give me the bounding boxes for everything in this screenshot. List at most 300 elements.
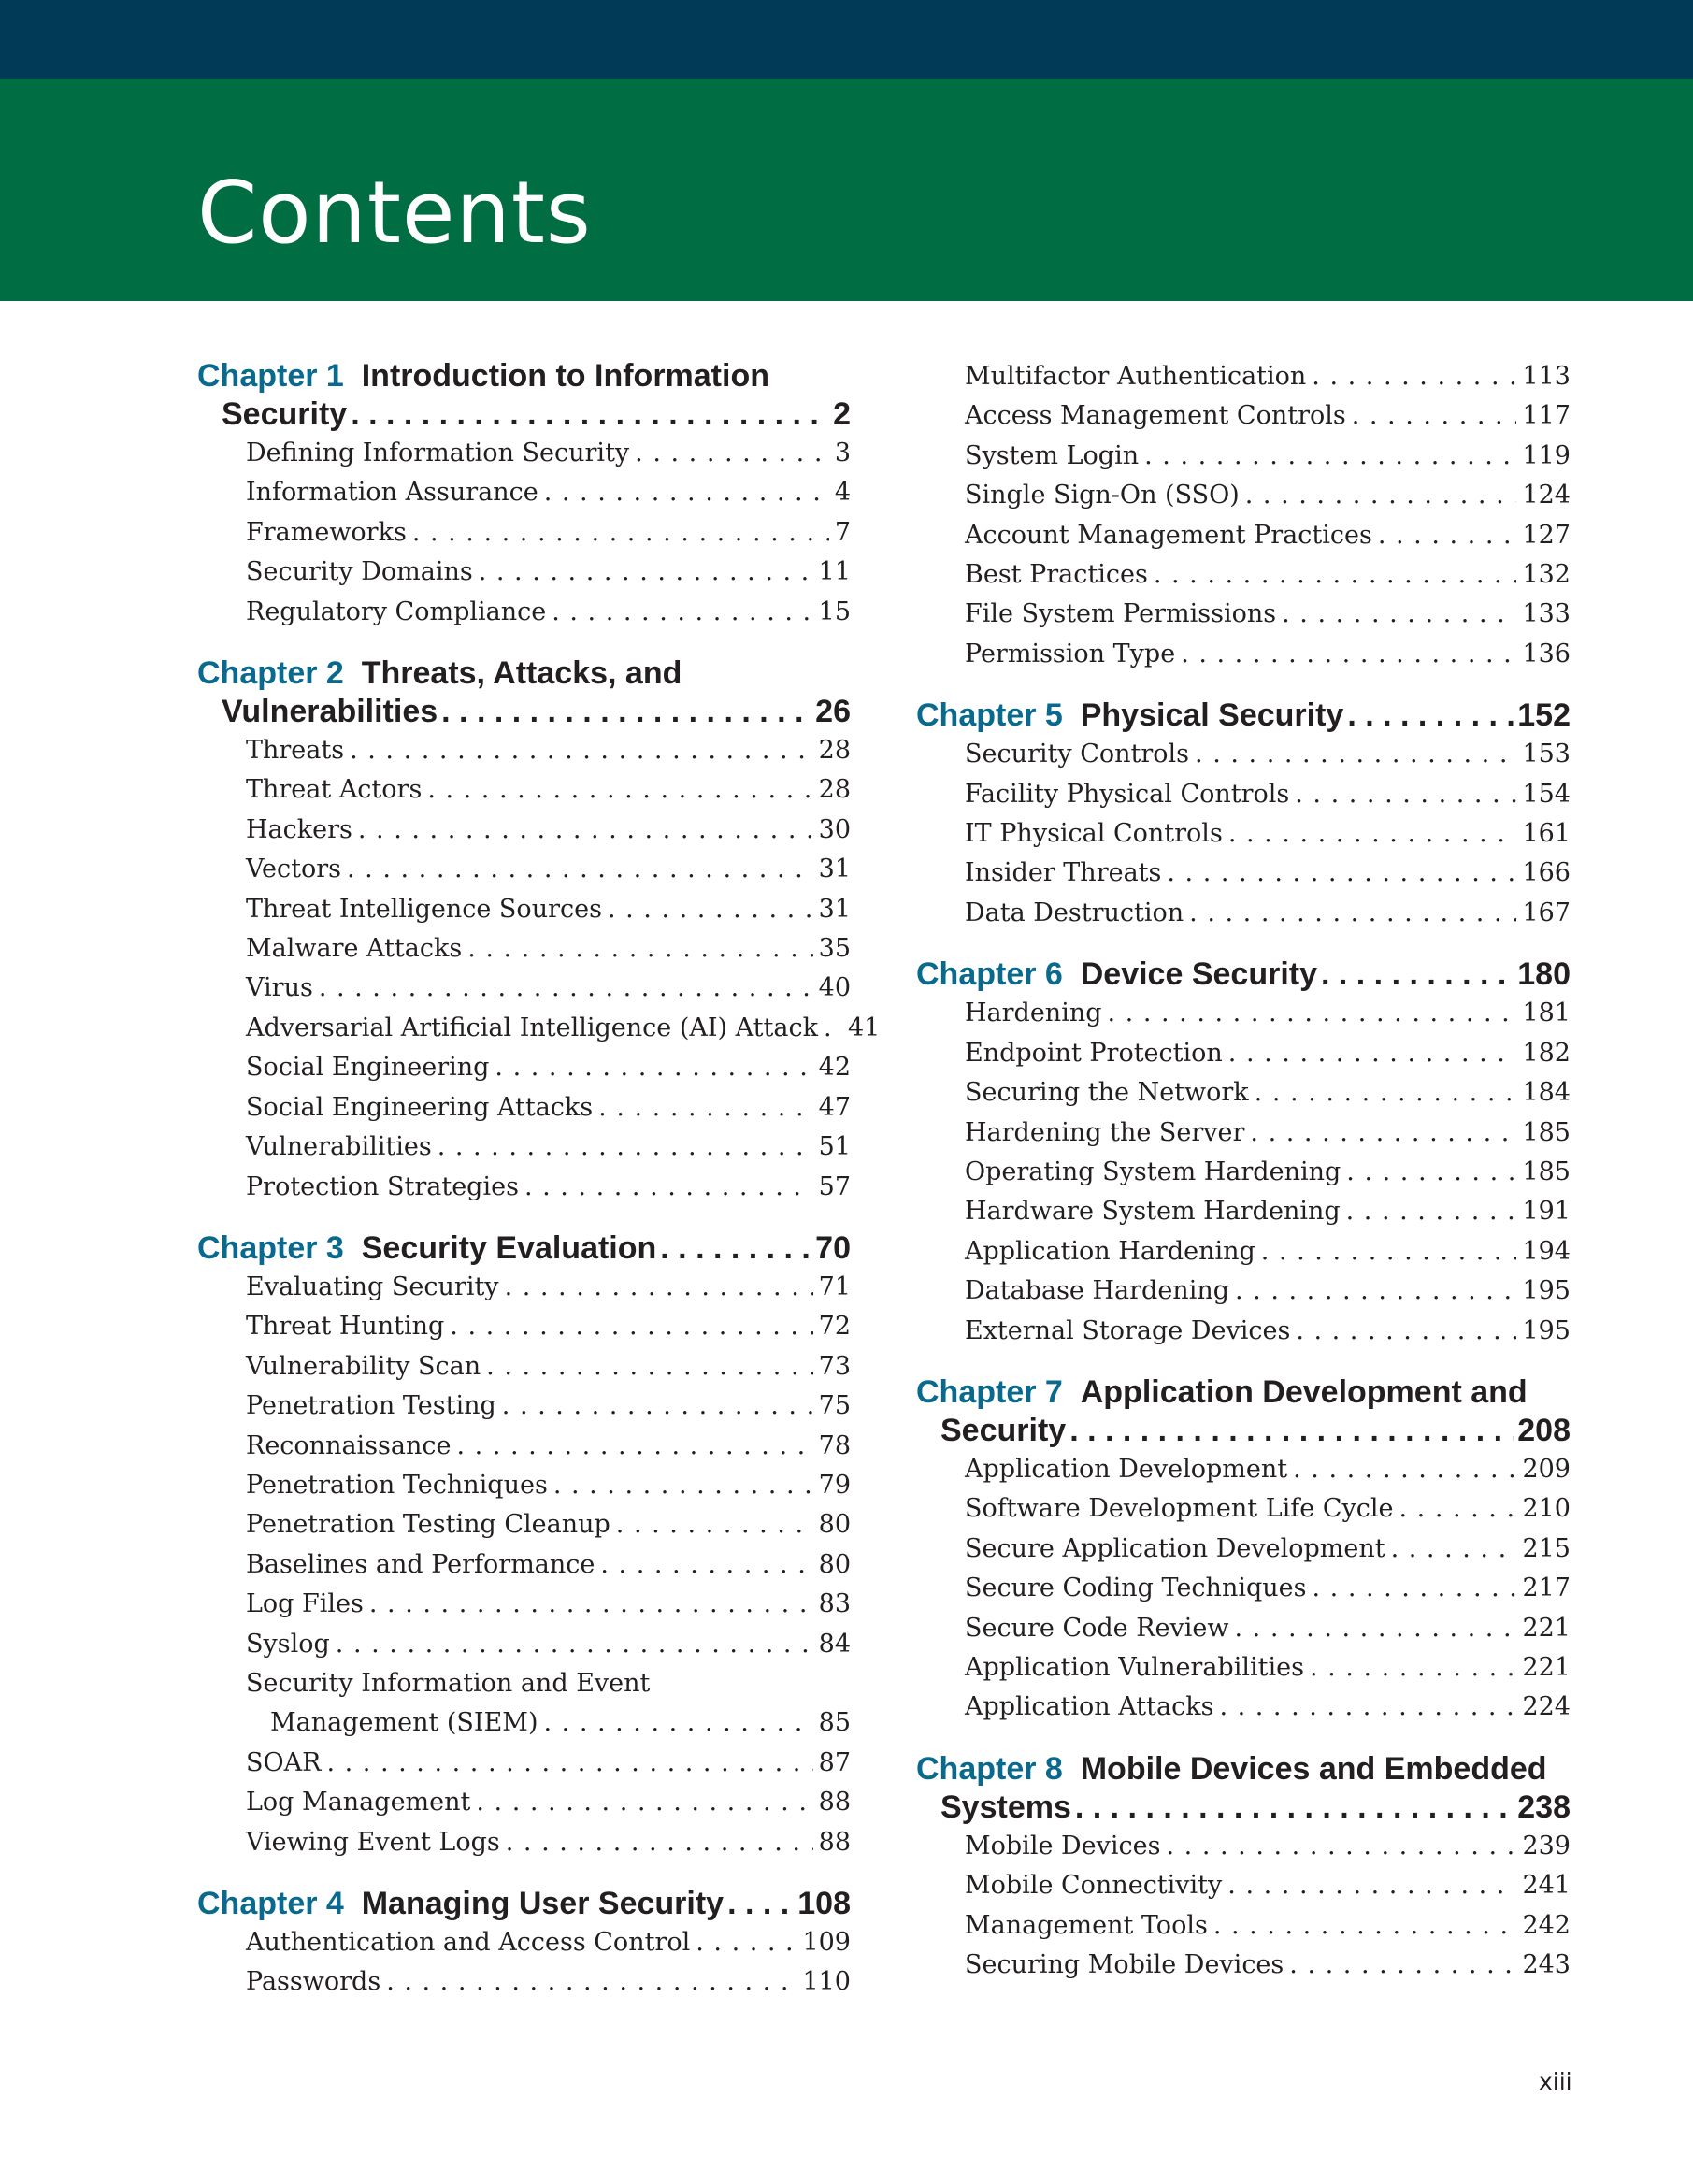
entry-title: Secure Coding Techniques xyxy=(965,1573,1307,1603)
chapter-page: 2 xyxy=(833,396,851,432)
entry-title: Securing the Network xyxy=(965,1078,1249,1108)
dot-leader xyxy=(1228,1034,1517,1073)
entry-title: Threat Intelligence Sources xyxy=(246,894,602,924)
entry-title: Evaluating Security xyxy=(246,1272,499,1301)
toc-entry[interactable] xyxy=(916,1073,1571,1113)
entry-page: 57 xyxy=(818,1171,851,1201)
toc-entry[interactable] xyxy=(916,396,1571,436)
chapter-number: Chapter 5 xyxy=(916,697,1063,734)
entry-page: 221 xyxy=(1522,1613,1571,1643)
toc-entry[interactable] xyxy=(197,473,851,512)
entry-title: Defining Information Security xyxy=(246,438,630,467)
entry-title: Access Management Controls xyxy=(965,401,1346,431)
toc-entry[interactable] xyxy=(916,516,1571,555)
dot-leader xyxy=(336,1625,813,1664)
dot-leader xyxy=(350,731,813,770)
entry-title: Best Practices xyxy=(965,560,1148,590)
dot-leader xyxy=(476,1783,812,1822)
toc-entry[interactable] xyxy=(197,1387,851,1426)
chapter-heading-line xyxy=(197,357,851,395)
chapter-heading-leader-line xyxy=(916,697,1571,735)
toc-entry[interactable] xyxy=(916,1272,1571,1311)
toc-entry[interactable] xyxy=(916,1827,1571,1866)
entry-title: Virus xyxy=(246,973,313,1003)
entry-title: Log Files xyxy=(246,1589,364,1619)
chapter-heading[interactable] xyxy=(197,1885,851,1923)
dot-leader xyxy=(635,434,829,473)
toc-entry[interactable] xyxy=(916,1648,1571,1688)
entry-page: 191 xyxy=(1522,1197,1571,1227)
toc-entry-list xyxy=(916,994,1571,1351)
toc-column-left xyxy=(197,357,881,2003)
entry-title: Account Management Practices xyxy=(965,520,1372,550)
toc-entry[interactable] xyxy=(916,595,1571,634)
toc-entry[interactable] xyxy=(197,513,851,553)
chapter-title: Application Development and xyxy=(1080,1373,1528,1410)
toc-entry[interactable] xyxy=(916,357,1571,396)
dot-leader xyxy=(1378,516,1517,555)
chapter-heading[interactable] xyxy=(916,697,1571,735)
chapter-spacer xyxy=(916,1728,1571,1750)
dot-leader xyxy=(1391,1530,1517,1569)
chapter-heading-leader-line xyxy=(197,1885,851,1923)
dot-leader xyxy=(1346,1153,1516,1192)
toc-entry[interactable] xyxy=(916,1192,1571,1231)
dot-leader xyxy=(1346,1192,1517,1231)
dot-leader xyxy=(386,1962,796,2002)
entry-page: 166 xyxy=(1522,858,1571,888)
dot-leader xyxy=(608,890,813,929)
chapter-number: Chapter 6 xyxy=(916,956,1063,993)
entry-page: 79 xyxy=(818,1470,851,1500)
entry-page: 110 xyxy=(802,1967,851,1997)
toc-entry[interactable] xyxy=(197,1783,851,1822)
entry-title: Frameworks xyxy=(246,517,407,547)
toc-entry[interactable] xyxy=(197,890,851,929)
dot-leader xyxy=(1235,1609,1517,1648)
toc-entry[interactable] xyxy=(916,1153,1571,1192)
toc-chapter xyxy=(916,697,1571,933)
chapter-page: 26 xyxy=(815,694,851,730)
entry-title: Social Engineering Attacks xyxy=(246,1092,594,1122)
dot-leader xyxy=(1235,1272,1516,1311)
entry-title: Mobile Connectivity xyxy=(965,1871,1223,1901)
dot-leader xyxy=(1293,1450,1516,1489)
toc-entry[interactable] xyxy=(916,476,1571,515)
dot-leader xyxy=(427,770,812,810)
toc-entry-list xyxy=(916,1827,1571,1986)
entry-title: Social Engineering xyxy=(246,1053,490,1083)
entry-page: 215 xyxy=(1522,1533,1571,1563)
entry-title: Multifactor Authentication xyxy=(965,362,1307,391)
toc-entry[interactable] xyxy=(916,635,1571,674)
chapter-heading-leader-line xyxy=(916,1412,1571,1450)
entry-page: 239 xyxy=(1522,1831,1571,1861)
entry-page: 47 xyxy=(818,1092,851,1122)
toc-entry[interactable] xyxy=(916,894,1571,933)
toc-entry[interactable] xyxy=(197,1505,851,1545)
chapter-heading[interactable] xyxy=(197,1229,851,1268)
chapter-spacer xyxy=(916,1351,1571,1373)
chapter-title: Physical Security xyxy=(1080,697,1344,734)
entry-title: Penetration Testing xyxy=(246,1391,496,1421)
toc-entry[interactable] xyxy=(197,1128,851,1167)
dot-leader xyxy=(1213,1906,1517,1946)
toc-entry-list xyxy=(916,1450,1571,1728)
entry-page: 88 xyxy=(818,1827,851,1857)
chapter-heading-leader-line xyxy=(197,395,851,434)
chapter-page: 108 xyxy=(797,1886,851,1921)
dot-leader xyxy=(1154,555,1517,595)
entry-title: Mobile Devices xyxy=(965,1831,1161,1861)
entry-title: Application Hardening xyxy=(965,1236,1255,1266)
entry-title: Secure Application Development xyxy=(965,1533,1385,1563)
toc-entry[interactable] xyxy=(197,1048,851,1087)
toc-entry[interactable] xyxy=(197,731,851,770)
entry-title: SOAR xyxy=(246,1747,322,1777)
toc-entry[interactable] xyxy=(197,811,851,850)
dot-leader xyxy=(319,969,813,1008)
chapter-heading-leader-line xyxy=(197,1229,851,1268)
dot-leader xyxy=(553,1466,813,1505)
entry-page: 224 xyxy=(1522,1692,1571,1722)
dot-leader xyxy=(1295,775,1516,814)
dot-leader xyxy=(1228,814,1517,854)
entry-page: 28 xyxy=(818,736,851,766)
dot-leader xyxy=(598,1088,812,1128)
entry-page: 185 xyxy=(1522,1157,1571,1186)
toc-entry[interactable] xyxy=(916,735,1571,774)
entry-title: Baselines and Performance xyxy=(246,1549,595,1579)
toc-entry[interactable] xyxy=(197,929,851,969)
chapter-title: Threats, Attacks, and xyxy=(361,655,682,692)
entry-title: Hackers xyxy=(246,814,352,844)
toc-entry[interactable] xyxy=(916,1688,1571,1727)
chapter-title: Security xyxy=(222,396,348,432)
dot-leader xyxy=(1219,1688,1516,1727)
toc-entry[interactable] xyxy=(916,1450,1571,1489)
entry-page: 11 xyxy=(818,557,851,587)
chapter-heading[interactable] xyxy=(916,1750,1571,1827)
entry-title: Adversarial Artificial Intelligence (AI) Attack xyxy=(246,1013,818,1042)
entry-page: 184 xyxy=(1522,1078,1571,1108)
dot-leader xyxy=(1108,994,1517,1033)
entry-page: 132 xyxy=(1522,560,1571,590)
entry-page: 31 xyxy=(818,894,851,924)
entry-title: Security Domains xyxy=(246,557,473,587)
chapter-page: 238 xyxy=(1517,1789,1571,1825)
dot-leader xyxy=(1245,476,1517,515)
dot-leader xyxy=(450,1307,812,1346)
dot-leader xyxy=(543,1703,812,1743)
dot-leader xyxy=(616,1505,813,1545)
toc-entry[interactable] xyxy=(197,593,851,632)
entry-title: Security Information and Event xyxy=(246,1668,651,1698)
entry-title: Penetration Testing Cleanup xyxy=(246,1510,610,1540)
entry-title: Vulnerabilities xyxy=(246,1132,432,1162)
toc-entry[interactable] xyxy=(197,1009,881,1048)
entry-title: File System Permissions xyxy=(965,599,1277,629)
entry-page: 28 xyxy=(818,775,851,805)
dot-leader xyxy=(486,1347,812,1387)
entry-title: Authentication and Access Control xyxy=(246,1928,691,1957)
entry-title: Threat Hunting xyxy=(246,1312,445,1342)
entry-title: Vectors xyxy=(246,855,341,884)
chapter-number: Chapter 2 xyxy=(197,655,344,692)
dot-leader xyxy=(369,1585,813,1624)
toc-entry[interactable] xyxy=(916,1609,1571,1648)
toc-entry[interactable] xyxy=(197,553,851,592)
dot-leader xyxy=(347,850,813,889)
toc-chapter xyxy=(197,1885,851,2003)
toc-chapter xyxy=(197,357,851,632)
dot-leader xyxy=(727,1885,794,1923)
toc-column-right xyxy=(916,357,1571,1985)
entry-page: 84 xyxy=(818,1629,851,1659)
toc-entry[interactable] xyxy=(197,1466,851,1505)
chapter-page: 152 xyxy=(1517,697,1571,734)
chapter-title: Mobile Devices and Embedded xyxy=(1080,1750,1547,1787)
chapter-spacer xyxy=(916,933,1571,956)
dot-leader xyxy=(1352,396,1517,436)
dot-leader xyxy=(1167,854,1516,893)
toc-entry[interactable] xyxy=(197,1307,851,1346)
entry-page: 41 xyxy=(847,1013,881,1042)
toc-entry[interactable] xyxy=(197,1347,851,1387)
entry-page: 72 xyxy=(818,1312,851,1342)
toc-entry[interactable] xyxy=(916,854,1571,893)
chapter-heading-leader-line xyxy=(197,693,851,731)
entry-page: 124 xyxy=(1522,481,1571,510)
entry-title: Facility Physical Controls xyxy=(965,779,1290,809)
toc-entry[interactable] xyxy=(197,1923,851,1962)
toc-entry[interactable] xyxy=(916,1034,1571,1073)
entry-page: 161 xyxy=(1522,819,1571,849)
toc-entry[interactable] xyxy=(197,1664,851,1744)
dot-leader xyxy=(1282,595,1516,634)
entry-page: 88 xyxy=(818,1788,851,1818)
entry-page: 241 xyxy=(1522,1871,1571,1901)
entry-page: 78 xyxy=(818,1430,851,1460)
toc-entry[interactable] xyxy=(916,814,1571,854)
entry-page: 73 xyxy=(818,1351,851,1381)
dot-leader xyxy=(1181,635,1516,674)
dot-leader xyxy=(696,1923,796,1962)
toc-entry[interactable] xyxy=(197,434,851,473)
toc-entry[interactable] xyxy=(197,1168,851,1207)
chapter-spacer xyxy=(916,674,1571,697)
entry-page: 217 xyxy=(1522,1573,1571,1603)
dot-leader xyxy=(600,1545,812,1585)
chapter-number: Chapter 4 xyxy=(197,1886,344,1921)
chapter-title: Device Security xyxy=(1080,956,1317,993)
dot-leader xyxy=(495,1048,812,1087)
entry-page: 4 xyxy=(834,478,851,508)
toc-entry[interactable] xyxy=(916,1489,1571,1529)
chapter-spacer xyxy=(197,1207,851,1229)
chapter-heading[interactable] xyxy=(916,1373,1571,1450)
dot-leader xyxy=(1069,1412,1514,1450)
entry-title: Permission Type xyxy=(965,639,1176,668)
entry-title: Software Development Life Cycle xyxy=(965,1494,1394,1524)
entry-title: Management Tools xyxy=(965,1910,1208,1940)
entry-title: Information Assurance xyxy=(246,478,538,508)
dot-leader xyxy=(1321,956,1514,994)
toc-entry[interactable] xyxy=(197,1268,851,1307)
chapter-spacer xyxy=(197,632,851,654)
dot-leader xyxy=(1167,1827,1517,1866)
dot-leader xyxy=(467,929,812,969)
toc-entry[interactable] xyxy=(916,775,1571,814)
dot-leader xyxy=(1312,357,1516,396)
chapter-heading[interactable] xyxy=(197,654,851,731)
toc-entry[interactable] xyxy=(197,969,851,1008)
entry-page: 75 xyxy=(818,1391,851,1421)
dot-leader xyxy=(1195,735,1516,774)
entry-page: 117 xyxy=(1522,401,1571,431)
chapter-heading-line xyxy=(197,654,851,693)
chapter-page: 208 xyxy=(1517,1412,1571,1448)
toc-entry[interactable] xyxy=(197,1962,851,2002)
toc-entry[interactable] xyxy=(916,1114,1571,1153)
entry-page: 71 xyxy=(818,1272,851,1301)
dot-leader xyxy=(506,1823,813,1862)
dot-leader xyxy=(441,693,811,731)
entry-page: 167 xyxy=(1522,898,1571,927)
entry-title: Log Management xyxy=(246,1788,471,1818)
chapter-title: Security xyxy=(940,1412,1067,1448)
dot-leader xyxy=(1255,1073,1517,1113)
toc-entry[interactable] xyxy=(197,770,851,810)
toc-entry[interactable] xyxy=(197,1545,851,1585)
entry-page: 194 xyxy=(1522,1236,1571,1266)
chapter-number: Chapter 3 xyxy=(197,1229,344,1266)
dot-leader xyxy=(502,1387,813,1426)
chapter-page: 180 xyxy=(1517,956,1571,993)
entry-title: Threats xyxy=(246,736,345,766)
chapter-number: Chapter 1 xyxy=(197,358,344,394)
entry-title: Endpoint Protection xyxy=(965,1038,1223,1068)
entry-title: Penetration Techniques xyxy=(246,1470,548,1500)
toc-entry-list xyxy=(916,357,1571,674)
toc-entry[interactable] xyxy=(197,1585,851,1624)
dot-leader xyxy=(1289,1946,1516,1985)
dot-leader xyxy=(1075,1789,1514,1827)
entry-title: Application Attacks xyxy=(965,1692,1214,1722)
dot-leader xyxy=(1312,1569,1516,1608)
toc-chapter-continued xyxy=(916,357,1571,674)
dot-leader xyxy=(544,473,829,512)
toc-entry[interactable] xyxy=(916,1530,1571,1569)
dot-leader xyxy=(358,811,813,850)
entry-title: Hardening xyxy=(965,999,1102,1028)
toc-entry[interactable] xyxy=(197,850,851,889)
entry-page: 127 xyxy=(1522,520,1571,550)
entry-title: Hardening the Server xyxy=(965,1117,1245,1147)
toc-entry[interactable] xyxy=(916,1866,1571,1905)
entry-page: 7 xyxy=(834,517,851,547)
toc-entry[interactable] xyxy=(916,1946,1571,1985)
entry-page: 85 xyxy=(818,1708,851,1738)
entry-page: 119 xyxy=(1522,440,1571,470)
toc-entry[interactable] xyxy=(916,555,1571,595)
entry-page: 185 xyxy=(1522,1117,1571,1147)
entry-page: 87 xyxy=(818,1747,851,1777)
toc-entry[interactable] xyxy=(916,1906,1571,1946)
toc-entry-list xyxy=(197,434,851,632)
entry-page: 15 xyxy=(818,596,851,626)
entry-title: Reconnaissance xyxy=(246,1430,452,1460)
toc-entry[interactable] xyxy=(197,1088,851,1128)
chapter-heading[interactable] xyxy=(916,956,1571,994)
toc-entry-list xyxy=(197,1268,851,1862)
entry-title: System Login xyxy=(965,440,1140,470)
toc-entry[interactable] xyxy=(197,1744,851,1783)
toc-entry[interactable] xyxy=(197,1427,851,1466)
entry-title: Security Controls xyxy=(965,740,1190,769)
toc-chapter xyxy=(916,1750,1571,1986)
entry-title: Securing Mobile Devices xyxy=(965,1950,1284,1979)
entry-title: Management (SIEM) xyxy=(270,1708,538,1738)
chapter-spacer xyxy=(197,1862,851,1885)
toc-entry[interactable] xyxy=(197,1823,851,1862)
entry-page: 31 xyxy=(818,855,851,884)
toc-entry-list xyxy=(916,735,1571,933)
dot-leader xyxy=(1261,1232,1517,1272)
toc-entry-list xyxy=(197,731,881,1207)
entry-page: 80 xyxy=(818,1549,851,1579)
toc-entry[interactable] xyxy=(916,994,1571,1033)
entry-page: 154 xyxy=(1522,779,1571,809)
chapter-title: Managing User Security xyxy=(361,1886,725,1921)
dot-leader xyxy=(1296,1312,1516,1351)
toc-chapter xyxy=(197,1229,851,1862)
dot-leader xyxy=(1399,1489,1516,1529)
toc-entry[interactable] xyxy=(197,1625,851,1664)
entry-title: Protection Strategies xyxy=(246,1171,519,1201)
toc-entry[interactable] xyxy=(916,1232,1571,1272)
dot-leader xyxy=(326,1744,812,1783)
toc-entry[interactable] xyxy=(916,1569,1571,1608)
entry-title: Threat Actors xyxy=(246,775,423,805)
chapter-number: Chapter 8 xyxy=(916,1750,1063,1787)
entry-page: 221 xyxy=(1522,1652,1571,1682)
dot-leader xyxy=(660,1229,811,1268)
entry-page: 153 xyxy=(1522,740,1571,769)
dot-leader xyxy=(1250,1114,1516,1153)
entry-title: Malware Attacks xyxy=(246,934,463,964)
entry-page: 195 xyxy=(1522,1276,1571,1306)
chapter-heading-line xyxy=(916,1373,1571,1412)
entry-title: Vulnerability Scan xyxy=(246,1351,481,1381)
chapter-title: Security Evaluation xyxy=(361,1229,657,1266)
entry-leader-line xyxy=(246,1703,851,1743)
entry-page: 30 xyxy=(818,814,851,844)
toc-entry[interactable] xyxy=(916,437,1571,476)
entry-page: 80 xyxy=(818,1510,851,1540)
entry-page: 181 xyxy=(1522,999,1571,1028)
chapter-page: 70 xyxy=(815,1229,851,1266)
toc-chapter xyxy=(916,956,1571,1351)
entry-page: 209 xyxy=(1522,1454,1571,1484)
entry-page: 42 xyxy=(818,1053,851,1083)
toc-entry[interactable] xyxy=(916,1312,1571,1351)
entry-title: Regulatory Compliance xyxy=(246,596,547,626)
entry-title: Data Destruction xyxy=(965,898,1184,927)
toc-chapter xyxy=(197,654,881,1207)
entry-page: 3 xyxy=(834,438,851,467)
chapter-heading[interactable] xyxy=(197,357,851,434)
